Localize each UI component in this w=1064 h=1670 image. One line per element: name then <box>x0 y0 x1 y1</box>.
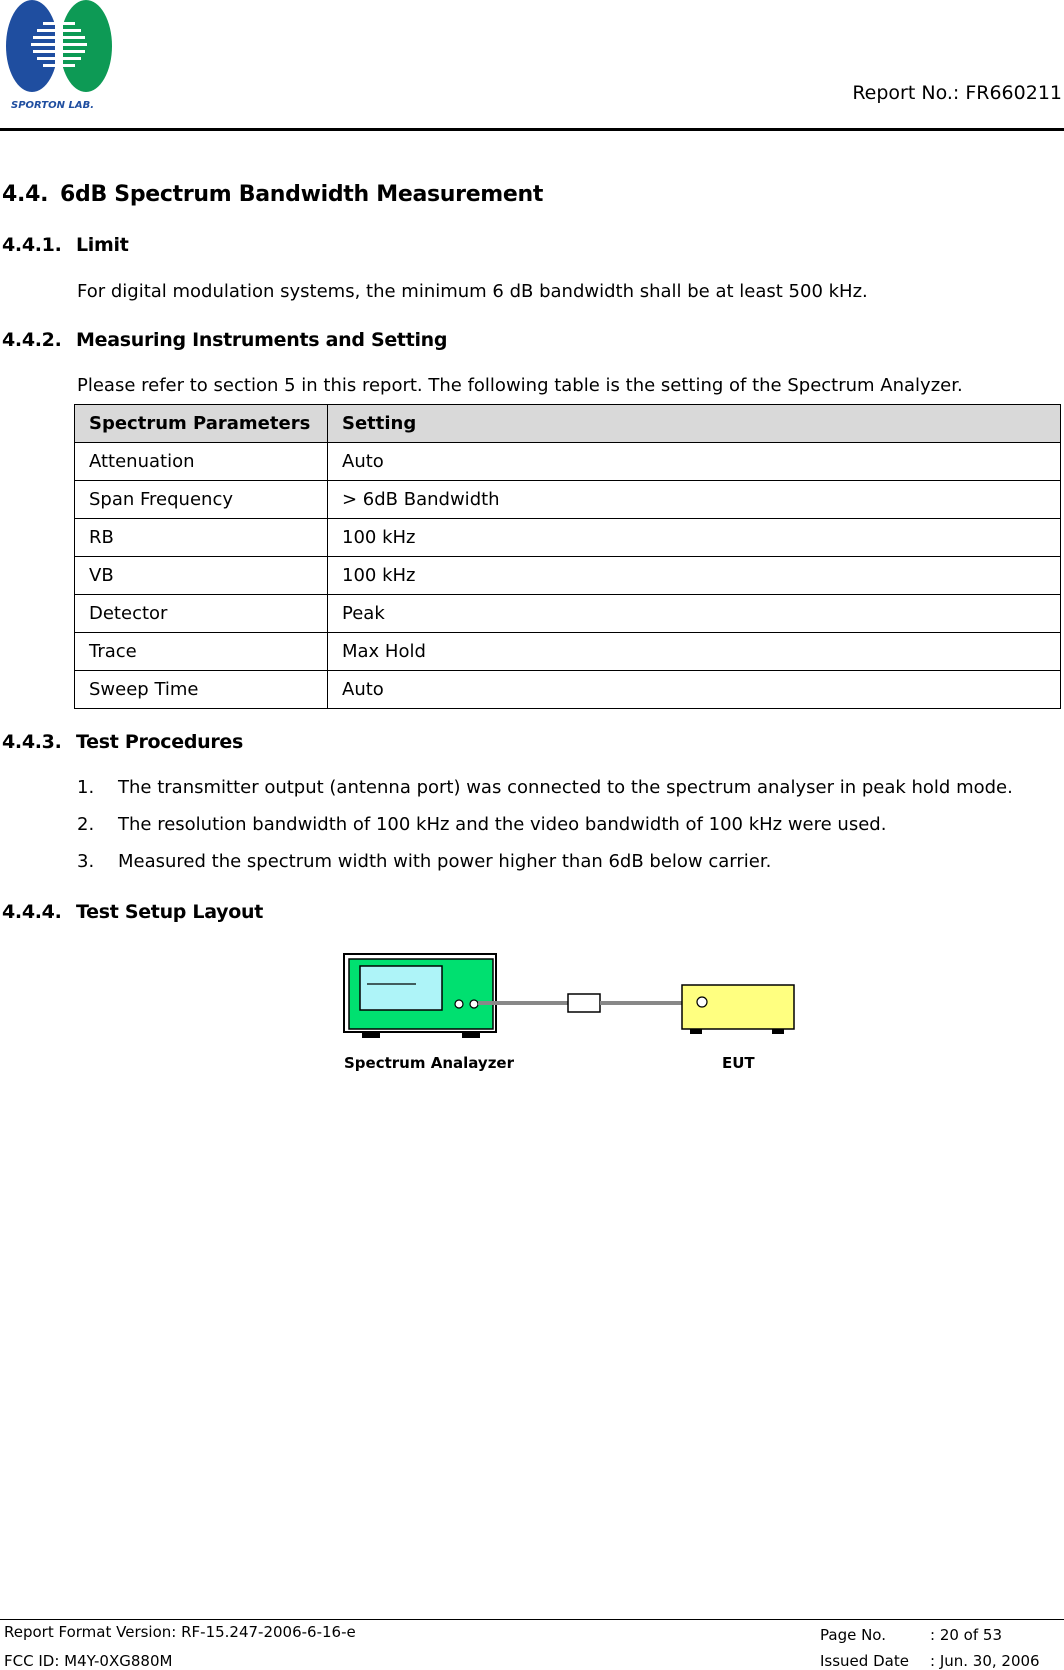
table-row <box>75 671 1061 709</box>
eut-body <box>682 985 794 1029</box>
test-setup-diagram <box>340 950 800 1080</box>
footer-fcc-id: FCC ID: M4Y-0XG880M <box>4 1652 173 1670</box>
list-item-text: The resolution bandwidth of 100 kHz and the video bandwidth of 100 kHz were used. <box>118 814 887 835</box>
param-cell: RB <box>75 519 328 557</box>
limit-text: For digital modulation systems, the minimum 6 dB bandwidth shall be at least 500 kHz. <box>77 281 868 302</box>
param-cell: Trace <box>75 633 328 671</box>
footer-page-label: Page No. <box>820 1626 886 1644</box>
layout-heading <box>2 901 263 923</box>
setting-cell: Auto <box>328 671 1061 709</box>
list-item-number: 2. <box>77 814 95 835</box>
setup-diagram-svg <box>340 950 800 1080</box>
list-item-number: 1. <box>77 777 95 798</box>
instruments-intro: Please refer to section 5 in this report. The following table is the setting of the Spectrum Analyzer. <box>77 375 963 396</box>
eut-label: EUT <box>722 1054 755 1072</box>
section-heading <box>2 182 543 207</box>
logo-text: SPORTON LAB. <box>11 100 94 111</box>
eut-icon <box>682 985 794 1034</box>
footer-date-label: Issued Date <box>820 1652 909 1670</box>
layout-title: Test Setup Layout <box>76 901 264 923</box>
param-cell: Attenuation <box>75 443 328 481</box>
table-row <box>75 595 1061 633</box>
report-number: Report No.: FR660211 <box>852 82 1062 104</box>
table-row <box>75 633 1061 671</box>
param-cell: Sweep Time <box>75 671 328 709</box>
sporton-logo <box>3 0 115 112</box>
table-row <box>75 519 1061 557</box>
limit-heading <box>2 234 129 256</box>
setting-cell: Auto <box>328 443 1061 481</box>
spectrum-analyzer-icon <box>344 954 496 1038</box>
header-rule <box>0 128 1064 131</box>
procedures-number: 4.4.3. <box>2 731 62 753</box>
table-row <box>75 443 1061 481</box>
list-item-number: 3. <box>77 851 95 872</box>
instruments-heading <box>2 329 447 351</box>
procedures-title: Test Procedures <box>76 731 244 753</box>
table-header-row <box>75 405 1061 443</box>
footer-rule <box>0 1619 1064 1620</box>
list-item-text: Measured the spectrum width with power higher than 6dB below carrier. <box>118 851 772 872</box>
setting-cell: Max Hold <box>328 633 1061 671</box>
table-row <box>75 557 1061 595</box>
param-cell: Detector <box>75 595 328 633</box>
analyzer-screen <box>360 966 442 1010</box>
limit-title: Limit <box>76 234 129 256</box>
section-number: 4.4. <box>2 182 49 207</box>
setting-cell: 100 kHz <box>328 557 1061 595</box>
footer-page-value: : 20 of 53 <box>930 1626 1002 1644</box>
list-item-text: The transmitter output (antenna port) was connected to the spectrum analyser in peak hold mode. <box>118 777 1013 798</box>
setting-cell: 100 kHz <box>328 519 1061 557</box>
footer-date-value: : Jun. 30, 2006 <box>930 1652 1040 1670</box>
instruments-number: 4.4.2. <box>2 329 62 351</box>
procedures-heading <box>2 731 243 753</box>
spectrum-settings-table <box>74 404 1061 709</box>
setting-cell: Peak <box>328 595 1061 633</box>
instruments-title: Measuring Instruments and Setting <box>76 329 448 351</box>
layout-number: 4.4.4. <box>2 901 62 923</box>
attenuator-icon <box>568 994 600 1012</box>
limit-number: 4.4.1. <box>2 234 62 256</box>
logo-emblem-icon <box>3 0 115 112</box>
param-cell: VB <box>75 557 328 595</box>
header-setting: Setting <box>328 405 1061 443</box>
setting-cell: > 6dB Bandwidth <box>328 481 1061 519</box>
analyzer-label: Spectrum Analayzer <box>344 1054 514 1072</box>
header-parameters: Spectrum Parameters <box>75 405 328 443</box>
section-title: 6dB Spectrum Bandwidth Measurement <box>60 182 544 207</box>
footer-format-version: Report Format Version: RF-15.247-2006-6-16-e <box>4 1623 356 1641</box>
param-cell: Span Frequency <box>75 481 328 519</box>
table-row <box>75 481 1061 519</box>
